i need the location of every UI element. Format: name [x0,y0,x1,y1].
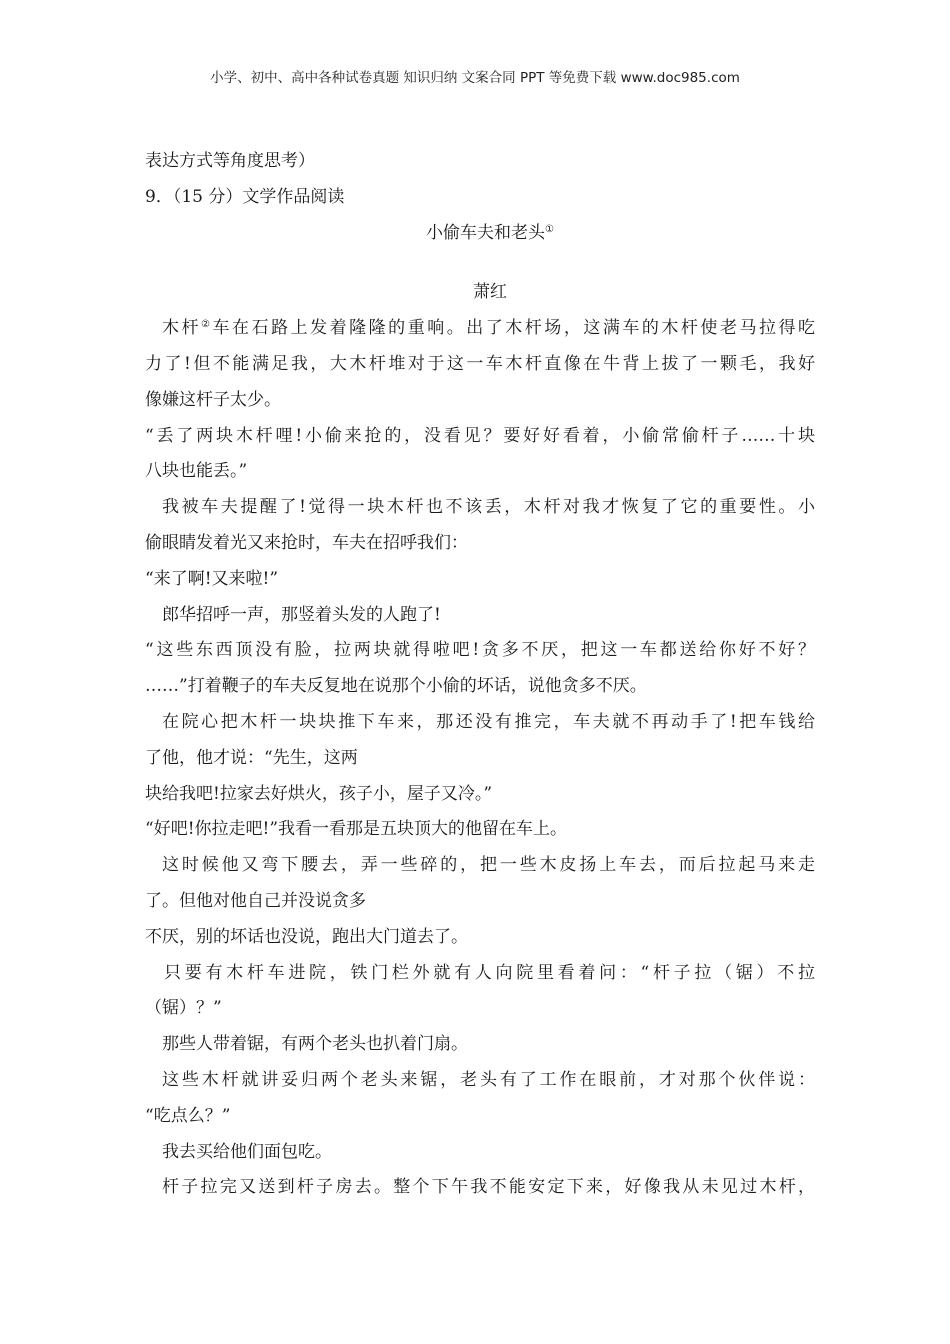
paragraph-line: 不厌，别的坏话也没说，跑出大门道去了。 [145,926,468,947]
footnote-marker: ② [201,319,213,331]
paragraph-line: 我去买给他们面包吃。 [162,1141,332,1162]
story-title [145,216,815,252]
paragraph-line: 只要有木杆车进院，铁门栏外就有人向院里看着问：“杆子拉（锯）不拉 [164,962,815,983]
text-segment: 木杆 [162,318,202,339]
text-line: 表达方式等角度思考） [145,151,315,171]
paragraph-line: 了。但他对他自己并没说贪多 [145,890,366,911]
paragraph-line: “这些东西顶没有脸，拉两块就得啦吧!贪多不厌，把这一车都送给你好不好？ [145,640,815,661]
paragraph-line: （锯）？” [145,998,222,1019]
paragraph-line: 了他，他才说：“先生，这两 [145,747,358,768]
paragraph-line: 八块也能丢。” [145,461,248,482]
paragraph-line: ……”打着鞭子的车夫反复地在说那个小偷的坏话，说他贪多不厌。 [145,676,647,697]
page-header: 小学、初中、高中各种试卷真题 知识归纳 文案合同 PPT 等免费下载 www.doc985.com [210,70,740,86]
paragraph-line: 在院心把木杆一块块推下车来，那还没有推完，车夫就不再动手了!把车钱给 [162,711,815,732]
story-title-text: 小偷车夫和老头 [426,222,546,243]
paragraph-line: 这些木杆就讲妥归两个老头来锯，老头有了工作在眼前，才对那个伙伴说： [162,1069,815,1090]
paragraph-line: 郎华招呼一声，那竖着头发的人跑了! [162,604,441,625]
document-body [145,144,815,1206]
paragraph-line: 杆子拉完又送到杆子房去。整个下午我不能安定下来，好像我从未见过木杆， [162,1177,815,1198]
paragraph-line: 这时候他又弯下腰去，弄一些碎的，把一些木皮扬上车去，而后拉起马来走 [162,855,815,876]
paragraph-line: 块给我吧!拉家去好烘火，孩子小，屋子又冷。” [145,783,493,804]
paragraph-line: “来了啊!又来啦!” [145,568,279,589]
paragraph-line: 力了!但不能满足我，大木杆堆对于这一车木杆直像在牛背上拔了一颗毛，我好 [145,353,815,374]
paragraph-line: “好吧!你拉走吧!”我看一看那是五块顶大的他留在车上。 [145,819,568,840]
paragraph-line: “吃点么？” [145,1105,231,1126]
footnote-marker: ① [545,223,554,235]
paragraph-line [145,311,815,347]
paragraph-line: 那些人带着锯，有两个老头也扒着门扇。 [162,1034,468,1055]
paragraph-line: 像嫌这杆子太少。 [145,389,281,410]
paragraph-line: 偷眼睛发着光又来抢时，车夫在招呼我们： [145,532,468,553]
paragraph-line: 我被车夫提醒了!觉得一块木杆也不该丢，木杆对我才恢复了它的重要性。小 [162,497,815,518]
text-segment: 车在石路上发着隆隆的重响。出了木杆场，这满车的木杆使老马拉得吃 [212,318,816,339]
paragraph-line: “丢了两块木杆哩!小偷来抢的，没看见？要好好看着，小偷常偷杆子……十块 [145,425,815,446]
story-author: 萧红 [473,282,507,303]
question-heading: 9．（15 分）文学作品阅读 [145,186,345,207]
